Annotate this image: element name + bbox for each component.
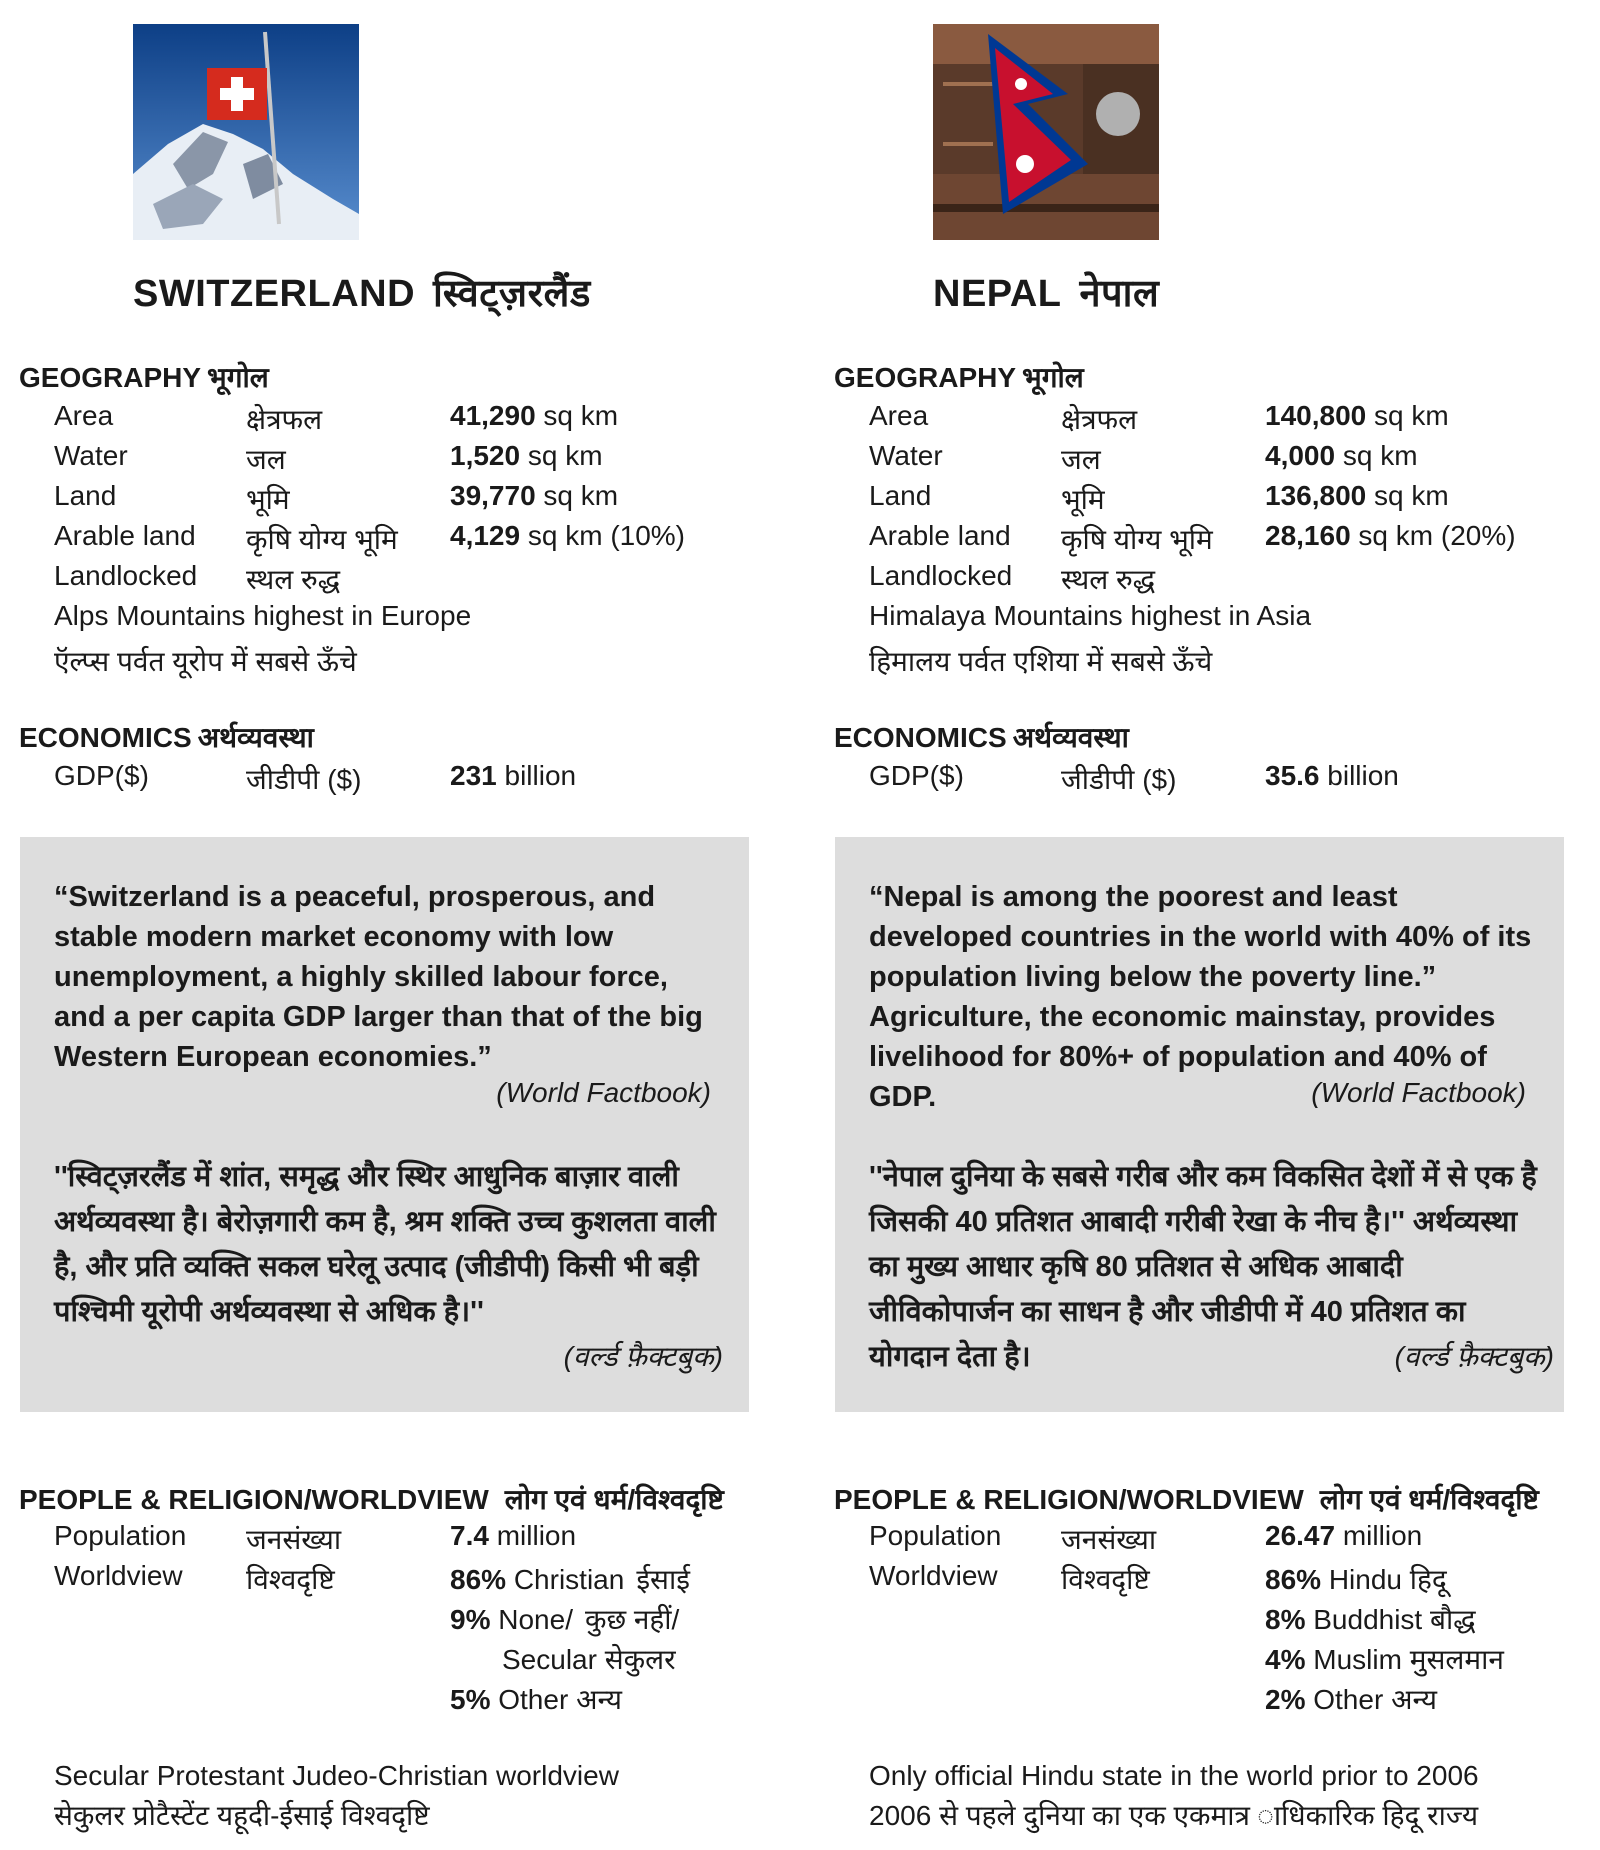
worldview-pct: 5% xyxy=(450,1684,491,1715)
people-heading-en: PEOPLE & RELIGION/WORLDVIEW xyxy=(834,1484,1304,1515)
geo-value xyxy=(1265,400,1449,432)
gdp-label-en: GDP($) xyxy=(54,760,149,791)
nepal-geography-heading xyxy=(834,358,1084,396)
people-heading-hi: लोग एवं धर्म/विश्वदृष्टि xyxy=(1319,1484,1539,1515)
geo-label-en: Land xyxy=(869,480,932,511)
economics-heading-en: ECONOMICS xyxy=(834,722,1007,753)
people-heading-hi: लोग एवं धर्म/विश्वदृष्टि xyxy=(504,1484,724,1515)
worldview-label-en: Worldview xyxy=(869,1560,998,1591)
quote-source-hi: (वर्ल्ड फ़ैक्टबुक) xyxy=(563,1341,723,1372)
worldview-pct: 86% xyxy=(1265,1564,1322,1595)
economics-heading-hi: अर्थव्यवस्था xyxy=(1012,722,1129,753)
people-footer-hi: 2006 से पहले दुनिया का एक एकमात्र ाधिकारिक हिदू राज्य xyxy=(869,1800,1479,1831)
geo-label-en: Area xyxy=(869,400,929,431)
switzerland-flag-photo xyxy=(133,24,359,240)
worldview-hi: कुछ नहीं/ xyxy=(584,1604,680,1635)
switzerland-title-en: SWITZERLAND xyxy=(133,273,416,315)
geo-note-en: Himalaya Mountains highest in Asia xyxy=(869,600,1312,631)
geo-label-en: Arable land xyxy=(869,520,1011,551)
geo-value-unit: sq km xyxy=(1342,440,1418,471)
gdp-value xyxy=(450,760,576,792)
geo-value-num: 1,520 xyxy=(450,440,521,471)
geo-value-num: 4,000 xyxy=(1265,440,1336,471)
worldview-item xyxy=(1265,1600,1476,1638)
people-footer-en: Only official Hindu state in the world prior to 2006 xyxy=(869,1760,1479,1791)
worldview-en: Muslim xyxy=(1313,1644,1402,1675)
population-value xyxy=(1265,1520,1422,1552)
worldview-pct: 8% xyxy=(1265,1604,1306,1635)
geo-label-hi: क्षेत्रफल xyxy=(246,404,323,435)
geo-label-en: Water xyxy=(54,440,128,471)
population-value-num: 26.47 xyxy=(1265,1520,1336,1551)
worldview-hi: हिदू xyxy=(1409,1564,1447,1595)
worldview-pct: 4% xyxy=(1265,1644,1306,1675)
switzerland-title xyxy=(133,266,591,318)
quote-hi: ''नेपाल दुनिया के सबसे गरीब और कम विकसित देशों में से एक है जिसकी 40 प्रतिशत आबादी गरीबी रेखा के नीच है।'' अर्थव्यस्था का मुख्य आधार कृषि 80 प्रतिशत से अधिक आबादी जीविकोपार्जन का साधन है और जीडीपी में 40 प्रतिशत का योगदान देता है। xyxy=(869,1161,1537,1373)
geo-value xyxy=(450,400,618,432)
population-value-unit: million xyxy=(496,1520,577,1551)
population-value-num: 7.4 xyxy=(450,1520,489,1551)
worldview-item xyxy=(1265,1680,1437,1718)
geography-heading-hi: भूगोल xyxy=(207,362,269,393)
worldview-item xyxy=(450,1560,690,1598)
people-footer-en: Secular Protestant Judeo-Christian worldview xyxy=(54,1760,619,1791)
geo-value xyxy=(450,520,685,552)
population-value-unit: million xyxy=(1342,1520,1423,1551)
switzerland-column xyxy=(0,0,780,1850)
worldview-hi: मुसलमान xyxy=(1409,1644,1504,1675)
worldview-item xyxy=(1265,1640,1504,1678)
gdp-value xyxy=(1265,760,1399,792)
worldview-item xyxy=(1265,1560,1447,1598)
geo-label-hi: स्थल रुद्ध xyxy=(1061,564,1156,595)
switzerland-people-heading xyxy=(19,1480,724,1518)
worldview-item xyxy=(450,1600,679,1638)
worldview-en: None/ xyxy=(498,1604,573,1635)
nepal-title-en: NEPAL xyxy=(933,273,1062,315)
worldview-pct: 86% xyxy=(450,1564,507,1595)
nepal-column xyxy=(815,0,1595,1850)
geo-value xyxy=(450,440,603,472)
worldview-hi: अन्य xyxy=(576,1684,622,1715)
worldview-hi: अन्य xyxy=(1391,1684,1437,1715)
switzerland-flag-mountain-image xyxy=(133,24,359,240)
geo-label-en: Arable land xyxy=(54,520,196,551)
worldview-hi: ईसाई xyxy=(636,1564,690,1595)
nepal-flag-temple-image xyxy=(933,24,1159,240)
geo-label-en: Landlocked xyxy=(869,560,1013,591)
geo-label-hi: जल xyxy=(1061,444,1101,475)
nepal-economics-heading xyxy=(834,718,1129,756)
geo-value-unit: sq km xyxy=(543,480,619,511)
quote-source-en: (World Factbook) xyxy=(496,1077,711,1108)
worldview-en: Secular xyxy=(502,1644,597,1675)
geo-label-hi: कृषि योग्य भूमि xyxy=(1061,524,1213,555)
geo-value-unit: sq km xyxy=(1374,400,1449,431)
worldview-hi: सेकुलर xyxy=(604,1644,676,1675)
quote-en: “Nepal is among the poorest and least developed countries in the world with 40% of its population living below the poverty line.” Agriculture, the economic mainstay, provides livelihood for 80%+ of population and 40% of GDP. xyxy=(869,881,1532,1113)
economics-heading-en: ECONOMICS xyxy=(19,722,192,753)
switzerland-geography-heading xyxy=(19,358,269,396)
population-value xyxy=(450,1520,576,1552)
gdp-label-en: GDP($) xyxy=(869,760,964,791)
nepal-quote-box xyxy=(835,837,1564,1412)
geo-value-num: 140,800 xyxy=(1265,400,1367,431)
worldview-item xyxy=(450,1680,622,1718)
worldview-en: Other xyxy=(1313,1684,1384,1715)
population-label-en: Population xyxy=(869,1520,1002,1551)
geo-label-hi: भूमि xyxy=(1061,484,1105,515)
quote-hi: ''स्विट्ज़रलैंड में शांत, समृद्ध और स्थिर आधुनिक बाज़ार वाली अर्थव्यवस्था है। बेरोज़गारी कम है, श्रम शक्ति उच्च कुशलता वाली है, और प्रति व्यक्ति सकल घरेलू उत्पाद (जीडीपी) किसी भी बड़ी पश्चिमी यूरोपी अर्थव्यवस्था से अधिक है।'' xyxy=(54,1161,716,1328)
gdp-value-unit: billion xyxy=(504,760,577,791)
worldview-pct: 9% xyxy=(450,1604,491,1635)
geo-value-num: 28,160 xyxy=(1265,520,1351,551)
geo-label-en: Area xyxy=(54,400,114,431)
worldview-en: Other xyxy=(498,1684,569,1715)
worldview-en: Christian xyxy=(513,1564,625,1595)
gdp-label-hi: जीडीपी ($) xyxy=(246,764,362,795)
geo-value xyxy=(1265,520,1516,552)
geo-label-hi: स्थल रुद्ध xyxy=(246,564,341,595)
worldview-en: Buddhist xyxy=(1313,1604,1423,1635)
worldview-pct: 2% xyxy=(1265,1684,1306,1715)
geo-value xyxy=(450,480,618,512)
nepal-title-hi: नेपाल xyxy=(1079,273,1160,315)
quote-source-hi: (वर्ल्ड फ़ैक्टबुक) xyxy=(1394,1341,1554,1372)
people-footer-hi: सेकुलर प्रोटैस्टेंट यहूदी-ईसाई विश्वदृष्टि xyxy=(54,1800,430,1831)
population-label-en: Population xyxy=(54,1520,187,1551)
gdp-value-num: 231 xyxy=(450,760,497,791)
switzerland-title-hi: स्विट्ज़रलैंड xyxy=(433,273,591,315)
geo-label-en: Land xyxy=(54,480,117,511)
geo-value-num: 39,770 xyxy=(450,480,536,511)
quote-en: “Switzerland is a peaceful, prosperous, and stable modern market economy with low unemployment, a highly skilled labour force, and a per capita GDP larger than that of the big Western European economies.” xyxy=(54,881,703,1073)
nepal-people-heading xyxy=(834,1480,1539,1518)
nepal-title xyxy=(933,266,1159,318)
worldview-item xyxy=(502,1640,676,1678)
geo-label-hi: क्षेत्रफल xyxy=(1061,404,1138,435)
gdp-label-hi: जीडीपी ($) xyxy=(1061,764,1177,795)
geo-value-num: 41,290 xyxy=(450,400,536,431)
switzerland-economics-heading xyxy=(19,718,314,756)
geo-label-hi: कृषि योग्य भूमि xyxy=(246,524,398,555)
geo-value-num: 4,129 xyxy=(450,520,521,551)
geo-value xyxy=(1265,480,1449,512)
worldview-hi: बौद्ध xyxy=(1430,1604,1476,1635)
geo-label-en: Landlocked xyxy=(54,560,198,591)
geo-value-num: 136,800 xyxy=(1265,480,1367,511)
geo-value xyxy=(1265,440,1418,472)
quote-source-en: (World Factbook) xyxy=(1311,1077,1526,1108)
geo-note-hi: ऍल्प्स पर्वत यूरोप में सबसे ऊँचे xyxy=(54,646,357,677)
worldview-label-en: Worldview xyxy=(54,1560,183,1591)
nepal-flag-photo xyxy=(933,24,1159,240)
economics-heading-hi: अर्थव्यवस्था xyxy=(197,722,314,753)
switzerland-quote-box xyxy=(20,837,749,1412)
geo-value-unit: sq km (20%) xyxy=(1358,520,1516,551)
geo-note-en: Alps Mountains highest in Europe xyxy=(54,600,472,631)
geography-heading-en: GEOGRAPHY xyxy=(834,362,1017,393)
geo-value-unit: sq km xyxy=(543,400,619,431)
geo-label-en: Water xyxy=(869,440,943,471)
geo-label-hi: जल xyxy=(246,444,286,475)
worldview-en: Hindu xyxy=(1328,1564,1402,1595)
worldview-label-hi: विश्वदृष्टि xyxy=(1061,1564,1150,1595)
population-label-hi: जनसंख्या xyxy=(246,1524,342,1555)
population-label-hi: जनसंख्या xyxy=(1061,1524,1157,1555)
geo-note-hi: हिमालय पर्वत एशिया में सबसे ऊँचे xyxy=(869,646,1213,677)
people-heading-en: PEOPLE & RELIGION/WORLDVIEW xyxy=(19,1484,489,1515)
geo-value-unit: sq km xyxy=(1374,480,1449,511)
geo-value-unit: sq km xyxy=(527,440,603,471)
gdp-value-num: 35.6 xyxy=(1265,760,1320,791)
geo-label-hi: भूमि xyxy=(246,484,290,515)
geo-value-unit: sq km (10%) xyxy=(527,520,686,551)
geography-heading-hi: भूगोल xyxy=(1022,362,1084,393)
worldview-label-hi: विश्वदृष्टि xyxy=(246,1564,335,1595)
gdp-value-unit: billion xyxy=(1327,760,1399,791)
geography-heading-en: GEOGRAPHY xyxy=(19,362,202,393)
